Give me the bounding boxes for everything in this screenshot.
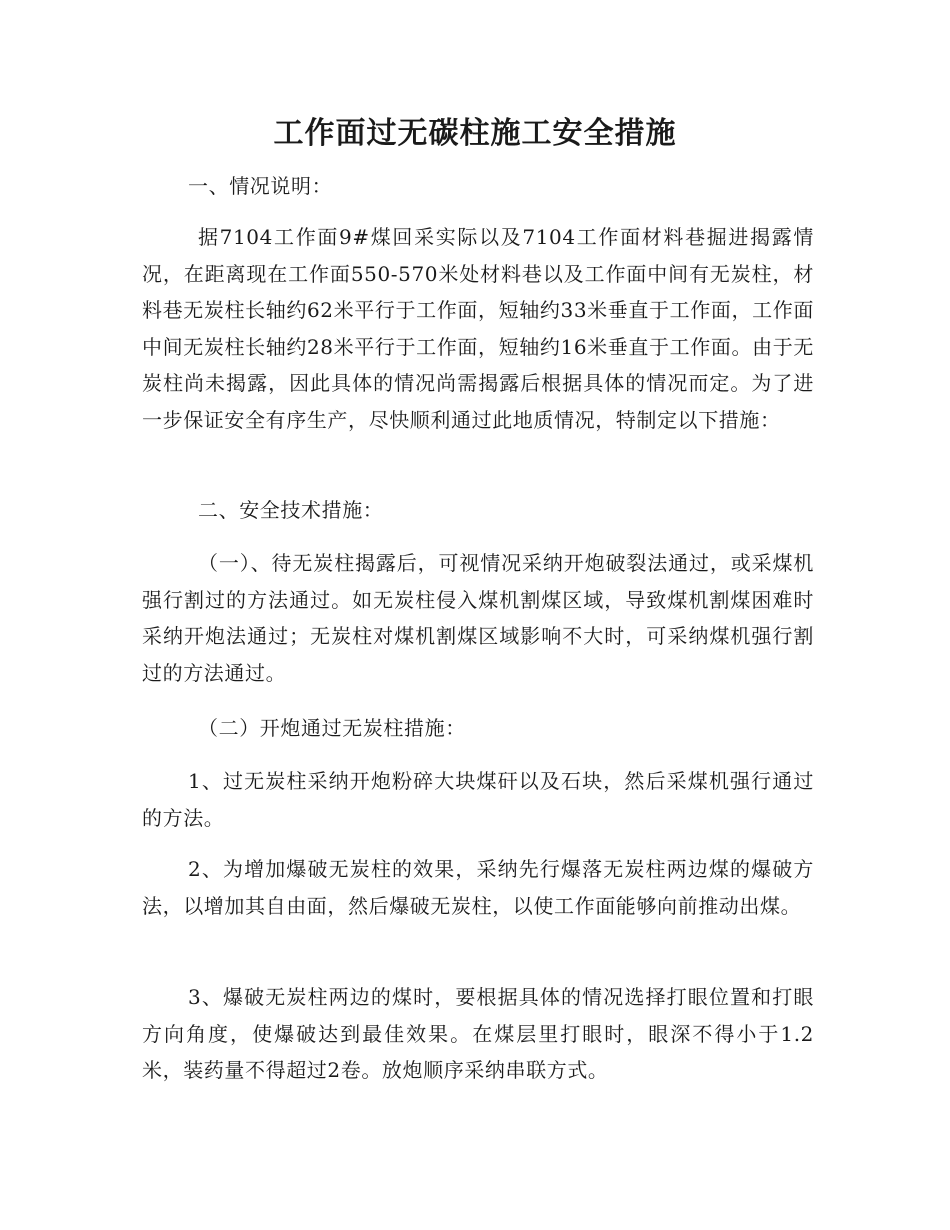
list-item-1: 1、过无炭柱采纳开炮粉碎大块煤矸以及石块，然后采煤机强行通过的方法。 — [142, 769, 814, 830]
subsection2-heading: （二）开炮通过无炭柱措施： — [198, 716, 466, 740]
document-title: 工作面过无碳柱施工安全措施 — [273, 116, 677, 151]
subsection1-paragraph: （一）、待无炭柱揭露后，可视情况采纳开炮破裂法通过，或采煤机强行割过的方法通过。如无炭柱侵入煤机割煤区域，导致煤机割煤困难时采纳开炮法通过；无炭柱对煤机割煤区域影响不大时，可采纳煤机强行割过的方法通过。 — [142, 551, 814, 685]
list-item-2: 2、为增加爆破无炭柱的效果，采纳先行爆落无炭柱两边煤的爆破方法，以增加其自由面，然后爆破无炭柱，以使工作面能够向前推动出煤。 — [142, 857, 814, 918]
section1-heading: 一、情况说明： — [188, 174, 333, 198]
list-item-3: 3、爆破无炭柱两边的煤时，要根据具体的情况选择打眼位置和打眼方向角度，使爆破达到最佳效果。在煤层里打眼时，眼深不得小于1.2米，装药量不得超过2卷。放炮顺序采纳串联方式。 — [142, 985, 814, 1082]
section2-heading: 二、安全技术措施： — [198, 498, 384, 522]
section1-paragraph: 据7104工作面9#煤回采实际以及7104工作面材料巷掘进揭露情况，在距离现在工作面550-570米处材料巷以及工作面中间有无炭柱，材料巷无炭柱长轴约62米平行于工作面，短轴约33米垂直于工作面，工作面中间无炭柱长轴约28米平行于工作面，短轴约16米垂直于工作面。由于无炭柱尚未揭露，因此具体的情况尚需揭露后根据具体的情况而定。为了进一步保证安全有序生产，尽快顺利通过此地质情况，特制定以下措施： — [142, 225, 814, 432]
